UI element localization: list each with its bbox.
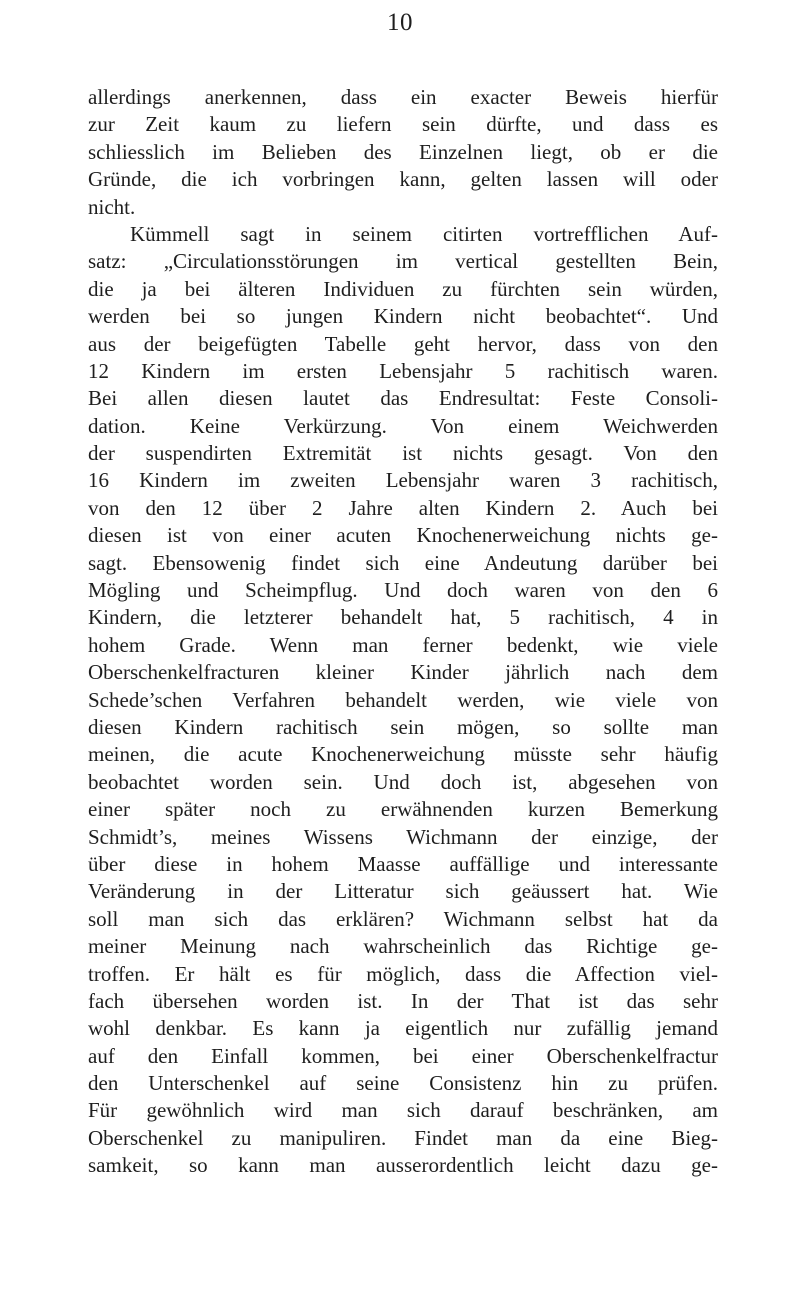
page-number: 10 [387, 9, 413, 36]
text-line: beobachtet worden sein. Und doch ist, abgesehen von [88, 769, 718, 794]
text-line: zur Zeit kaum zu liefern sein dürfte, und dass es [88, 112, 718, 137]
text-line: soll man sich das erklären? Wichmann selbst hat da [88, 906, 718, 931]
text-line: von den 12 über 2 Jahre alten Kindern 2. Auch bei [88, 495, 718, 520]
text-line: schliesslich im Belieben des Einzelnen liegt, ob er die [88, 139, 718, 164]
text-line: Kümmell sagt in seinem citirten vortrefflichen Auf- [130, 221, 718, 246]
text-line: wohl denkbar. Es kann ja eigentlich nur zufällig jemand [88, 1016, 718, 1041]
text-line: dation. Keine Verkürzung. Von einem Weichwerden [88, 413, 718, 438]
text-line: Schmidt’s, meines Wissens Wichmann der einzige, der [88, 824, 718, 849]
text-line: satz: „Circulationsstörungen im vertical gestellten Bein, [88, 249, 718, 274]
text-line: Oberschenkelfracturen kleiner Kinder jährlich nach dem [88, 660, 718, 685]
text-line: Mögling und Scheimpflug. Und doch waren von den 6 [88, 578, 718, 603]
text-line: Kindern, die letzterer behandelt hat, 5 rachitisch, 4 in [88, 605, 718, 630]
text-line: allerdings anerkennen, dass ein exacter Beweis hierfür [88, 85, 718, 109]
text-line: fach übersehen worden ist. In der That ist das sehr [88, 988, 718, 1013]
text-line: diesen ist von einer acuten Knochenerweichung nichts ge- [88, 523, 718, 548]
text-line: diesen Kindern rachitisch sein mögen, so sollte man [88, 714, 718, 739]
text-line: über diese in hohem Maasse auffällige und interessante [88, 851, 718, 876]
text-line: 12 Kindern im ersten Lebensjahr 5 rachitisch waren. [88, 358, 718, 383]
text-line: samkeit, so kann man ausserordentlich leicht dazu ge- [88, 1153, 718, 1178]
text-line: einer später noch zu erwähnenden kurzen Bemerkung [88, 797, 718, 822]
text-line: Bei allen diesen lautet das Endresultat: Feste Consoli- [88, 386, 718, 411]
text-line: sagt. Ebensowenig findet sich eine Andeutung darüber bei [88, 550, 718, 575]
text-line: Oberschenkel zu manipuliren. Findet man da eine Bieg- [88, 1125, 718, 1150]
text-line: Für gewöhnlich wird man sich darauf beschränken, am [88, 1098, 718, 1123]
text-line: der suspendirten Extremität ist nichts gesagt. Von den [88, 441, 718, 466]
text-line: auf den Einfall kommen, bei einer Oberschenkelfractur [88, 1043, 718, 1068]
text-line: aus der beigefügten Tabelle geht hervor, dass von den [88, 331, 718, 356]
body-text [88, 84, 718, 1180]
text-line: meinen, die acute Knochenerweichung müsste sehr häufig [88, 742, 718, 767]
text-line: nicht. [88, 194, 136, 219]
text-line: Schede’schen Verfahren behandelt werden, wie viele von [88, 687, 718, 712]
text-line: den Unterschenkel auf seine Consistenz hin zu prüfen. [88, 1071, 718, 1096]
text-line: meiner Meinung nach wahrscheinlich das Richtige ge- [88, 934, 718, 959]
text-line: troffen. Er hält es für möglich, dass die Affection viel- [88, 961, 718, 986]
text-line: Gründe, die ich vorbringen kann, gelten lassen will oder [88, 167, 718, 192]
text-line: 16 Kindern im zweiten Lebensjahr waren 3 rachitisch, [88, 468, 718, 493]
text-line: die ja bei älteren Individuen zu fürchten sein würden, [88, 276, 718, 301]
text-line: Veränderung in der Litteratur sich geäussert hat. Wie [88, 879, 718, 904]
text-line: hohem Grade. Wenn man ferner bedenkt, wie viele [88, 632, 718, 657]
text-line: werden bei so jungen Kindern nicht beobachtet“. Und [88, 304, 718, 329]
